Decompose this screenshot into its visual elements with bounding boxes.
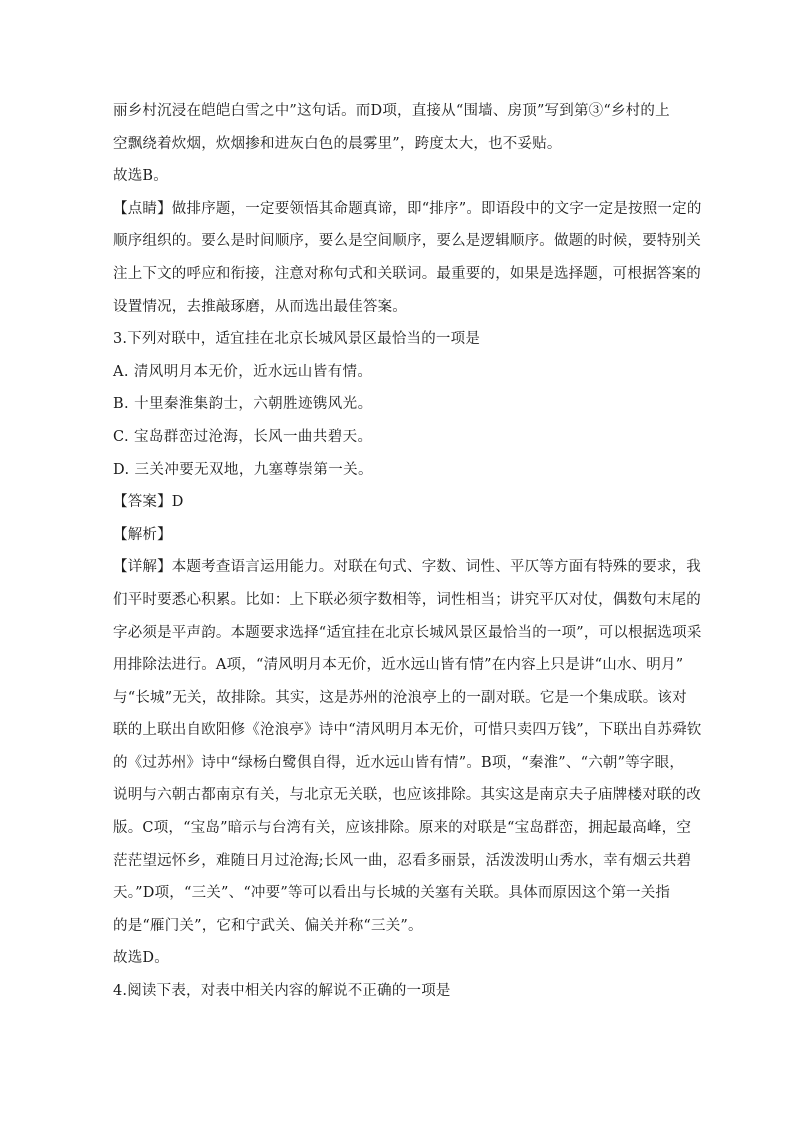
question-3-stem: 3.下列对联中，适宜挂在北京长城风景区最恰当的一项是 <box>113 331 481 348</box>
detail-paragraph-line: 的是“雁门关”，它和宁武关、偏关并称“三关”。 <box>113 917 423 934</box>
detail-paragraph-line: 天。”D项，“三关”、“冲要”等可以看出与长城的关塞有关联。具体而原因这个第一关指 <box>113 885 671 902</box>
detail-paragraph-line: 联的上联出自欧阳修《沧浪亭》诗中“清风明月本无价，可惜只卖四万钱”，下联出自苏舜钦 <box>113 722 702 739</box>
detail-paragraph-line: 与“长城”无关，故排除。其实，这是苏州的沧浪亭上的一副对联。它是一个集成联。该对 <box>113 689 687 706</box>
analysis-heading: 【解析】 <box>113 526 172 543</box>
detail-paragraph-line: 版。C项，“宝岛”暗示与台湾有关，应该排除。原来的对联是“宝岛群峦，拥起最高峰，空 <box>113 820 692 837</box>
detail-paragraph-line: 字必须是平声韵。本题要求选择“适宜挂在北京长城风景区最恰当的一项”，可以根据选项采 <box>113 624 702 641</box>
answer-choice-line: 故选D。 <box>113 950 169 967</box>
text-line: 丽乡村沉浸在皑皑白雪之中”这句话。而D项，直接从“围墙、房顶”写到第③“乡村的上 <box>113 103 670 119</box>
option-a: A. 清风明月本无价，近水远山皆有情。 <box>113 363 373 380</box>
detail-paragraph-line: 【详解】本题考查语言运用能力。对联在句式、字数、词性、平仄等方面有特殊的要求，我 <box>113 559 701 576</box>
question-4-stem: 4.阅读下表，对表中相关内容的解说不正确的一项是 <box>113 983 451 1000</box>
answer-heading: 【答案】D <box>113 494 184 511</box>
tip-paragraph-line: 【点睛】做排序题，一定要领悟其命题真谛，即“排序”。即语段中的文字一定是按照一定的 <box>113 200 702 217</box>
tip-paragraph-line: 设置情况，去推敲琢磨，从而选出最佳答案。 <box>113 298 407 315</box>
option-b: B. 十里秦淮集韵士，六朝胜迹镌风光。 <box>113 396 373 413</box>
detail-paragraph-line: 说明与六朝古都南京有关，与北京无关联，也应该排除。其实这是南京夫子庙牌楼对联的改 <box>113 787 701 804</box>
text-line: 空飘绕着炊烟，炊烟掺和进灰白色的晨雾里”，跨度太大，也不妥贴。 <box>113 135 562 152</box>
detail-paragraph-line: 用排除法进行。A项，“清风明月本无价，近水远山皆有情”在内容上只是讲“山水、明月” <box>113 657 684 674</box>
document-page <box>113 95 702 1008</box>
detail-paragraph-line: 的《过苏州》诗中“绿杨白鹭俱自得，近水远山皆有情”。B项，“秦淮”、“六朝”等字眼， <box>113 754 685 771</box>
option-c: C. 宝岛群峦过沧海，长风一曲共碧天。 <box>113 428 373 445</box>
detail-paragraph-line: 们平时要悉心积累。比如：上下联必须字数相等，词性相当；讲究平仄对仗，偶数句末尾的 <box>113 591 701 608</box>
tip-paragraph-line: 注上下文的呼应和衔接，注意对称句式和关联词。最重要的，如果是选择题，可根据答案的 <box>113 265 701 282</box>
option-d: D. 三关冲要无双地，九塞尊崇第一关。 <box>113 461 373 478</box>
detail-paragraph-line: 茫茫望远怀乡，难随日月过沧海;长风一曲，忍看多丽景，活泼泼明山秀水，幸有烟云共碧 <box>113 852 692 869</box>
answer-choice-line: 故选B。 <box>113 168 168 185</box>
tip-paragraph-line: 顺序组织的。要么是时间顺序，要么是空间顺序，要么是逻辑顺序。做题的时候，要特别关 <box>113 233 701 250</box>
